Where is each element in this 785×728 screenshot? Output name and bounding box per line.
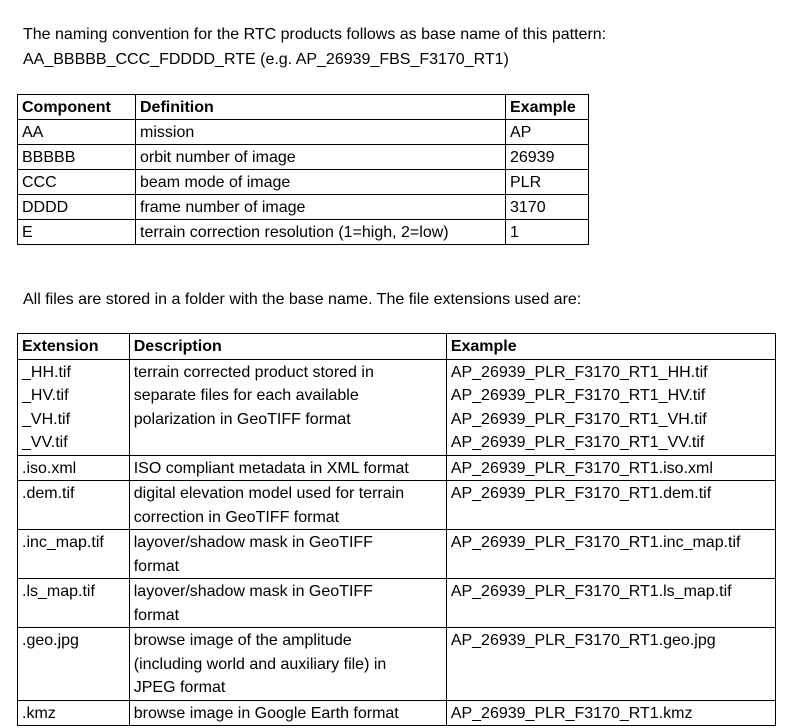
- component-cell: DDDD: [18, 195, 136, 220]
- table-row: [18, 145, 589, 170]
- header-description: Description: [129, 334, 446, 360]
- component-cell: CCC: [18, 170, 136, 195]
- header-component: Component: [18, 95, 136, 120]
- extension-hh: _HH.tif: [22, 363, 71, 381]
- example-vh: AP_26939_PLR_F3170_RT1_VH.tif: [450, 410, 707, 428]
- extension-vh: _VH.tif: [22, 410, 71, 428]
- intro-line-1: The naming convention for the RTC products follows as base name of this pattern:: [23, 26, 607, 43]
- description-cell: [129, 455, 446, 481]
- example-cell: 26939: [506, 145, 589, 170]
- example-cell: AP_26939_PLR_F3170_RT1.dem.tif: [446, 481, 775, 530]
- table-header-row: [18, 334, 776, 360]
- table-row: [18, 195, 589, 220]
- definition-cell: beam mode of image: [136, 170, 506, 195]
- description-line: separate files for each available: [133, 387, 359, 404]
- header-example: Example: [446, 334, 775, 360]
- description-line: browse image in Google Earth format: [133, 704, 399, 722]
- table-row: [18, 530, 776, 579]
- table-row: [18, 120, 589, 145]
- definition-cell: terrain correction resolution (1=high, 2=low): [136, 220, 506, 245]
- description-line: (including world and auxiliary file) in: [133, 655, 387, 673]
- description-line: digital elevation model used for terrain: [133, 485, 405, 502]
- description-line: format: [133, 606, 180, 624]
- extension-cell: .kmz: [18, 700, 130, 726]
- example-cell: AP_26939_PLR_F3170_RT1.iso.xml: [446, 455, 775, 481]
- header-extension: Extension: [18, 334, 130, 360]
- definition-cell: orbit number of image: [136, 145, 506, 170]
- description-line: polarization in GeoTIFF format: [133, 410, 351, 428]
- description-line: terrain corrected product stored in: [133, 363, 374, 381]
- description-line: browse image of the amplitude: [133, 632, 352, 649]
- description-line: JPEG format: [133, 679, 226, 696]
- description-line: ISO compliant metadata in XML format: [133, 459, 409, 477]
- extension-cell: .geo.jpg: [18, 628, 130, 701]
- extensions-table: [17, 333, 776, 726]
- example-hv: AP_26939_PLR_F3170_RT1_HV.tif: [450, 387, 706, 404]
- extension-cell: .ls_map.tif: [18, 579, 130, 628]
- description-line: format: [133, 557, 180, 575]
- example-cell: AP_26939_PLR_F3170_RT1.kmz: [446, 700, 775, 726]
- table-row: [18, 359, 776, 455]
- extension-hv: _HV.tif: [22, 387, 69, 404]
- table-row: [18, 700, 776, 726]
- table-row: [18, 628, 776, 701]
- example-cell: AP: [506, 120, 589, 145]
- table-row: [18, 455, 776, 481]
- description-cell: [129, 481, 446, 530]
- header-definition: Definition: [136, 95, 506, 120]
- table-row: [18, 579, 776, 628]
- intro-line-2: AA_BBBBB_CCC_FDDDD_RTE (e.g. AP_26939_FBS_F3170_RT1): [23, 51, 509, 68]
- table-row: [18, 220, 589, 245]
- definition-cell: mission: [136, 120, 506, 145]
- table-row: [18, 170, 589, 195]
- intro-paragraph: [23, 22, 763, 72]
- components-table: [17, 94, 589, 245]
- table-row: [18, 481, 776, 530]
- extension-cell: .dem.tif: [18, 481, 130, 530]
- example-cell: AP_26939_PLR_F3170_RT1.ls_map.tif: [446, 579, 775, 628]
- description-cell: [129, 359, 446, 455]
- description-line: layover/shadow mask in GeoTIFF: [133, 583, 373, 600]
- extension-cell: .inc_map.tif: [18, 530, 130, 579]
- example-cell: AP_26939_PLR_F3170_RT1.inc_map.tif: [446, 530, 775, 579]
- header-example: Example: [506, 95, 589, 120]
- example-cell: AP_26939_PLR_F3170_RT1.geo.jpg: [446, 628, 775, 701]
- description-cell: [129, 700, 446, 726]
- example-cell: 3170: [506, 195, 589, 220]
- component-cell: AA: [18, 120, 136, 145]
- description-cell: [129, 530, 446, 579]
- description-cell: [129, 579, 446, 628]
- component-cell: BBBBB: [18, 145, 136, 170]
- table-header-row: [18, 95, 589, 120]
- example-cell: PLR: [506, 170, 589, 195]
- component-cell: E: [18, 220, 136, 245]
- extension-cell: [18, 359, 130, 455]
- example-cell: [446, 359, 775, 455]
- files-intro: All files are stored in a folder with the base name. The file extensions used are:: [23, 291, 582, 308]
- description-line: correction in GeoTIFF format: [133, 508, 340, 526]
- extension-cell: .iso.xml: [18, 455, 130, 481]
- definition-cell: frame number of image: [136, 195, 506, 220]
- example-cell: 1: [506, 220, 589, 245]
- description-cell: [129, 628, 446, 701]
- example-vv: AP_26939_PLR_F3170_RT1_VV.tif: [450, 434, 705, 451]
- example-hh: AP_26939_PLR_F3170_RT1_HH.tif: [450, 363, 708, 381]
- description-line: layover/shadow mask in GeoTIFF: [133, 534, 373, 551]
- extension-vv: _VV.tif: [22, 434, 68, 451]
